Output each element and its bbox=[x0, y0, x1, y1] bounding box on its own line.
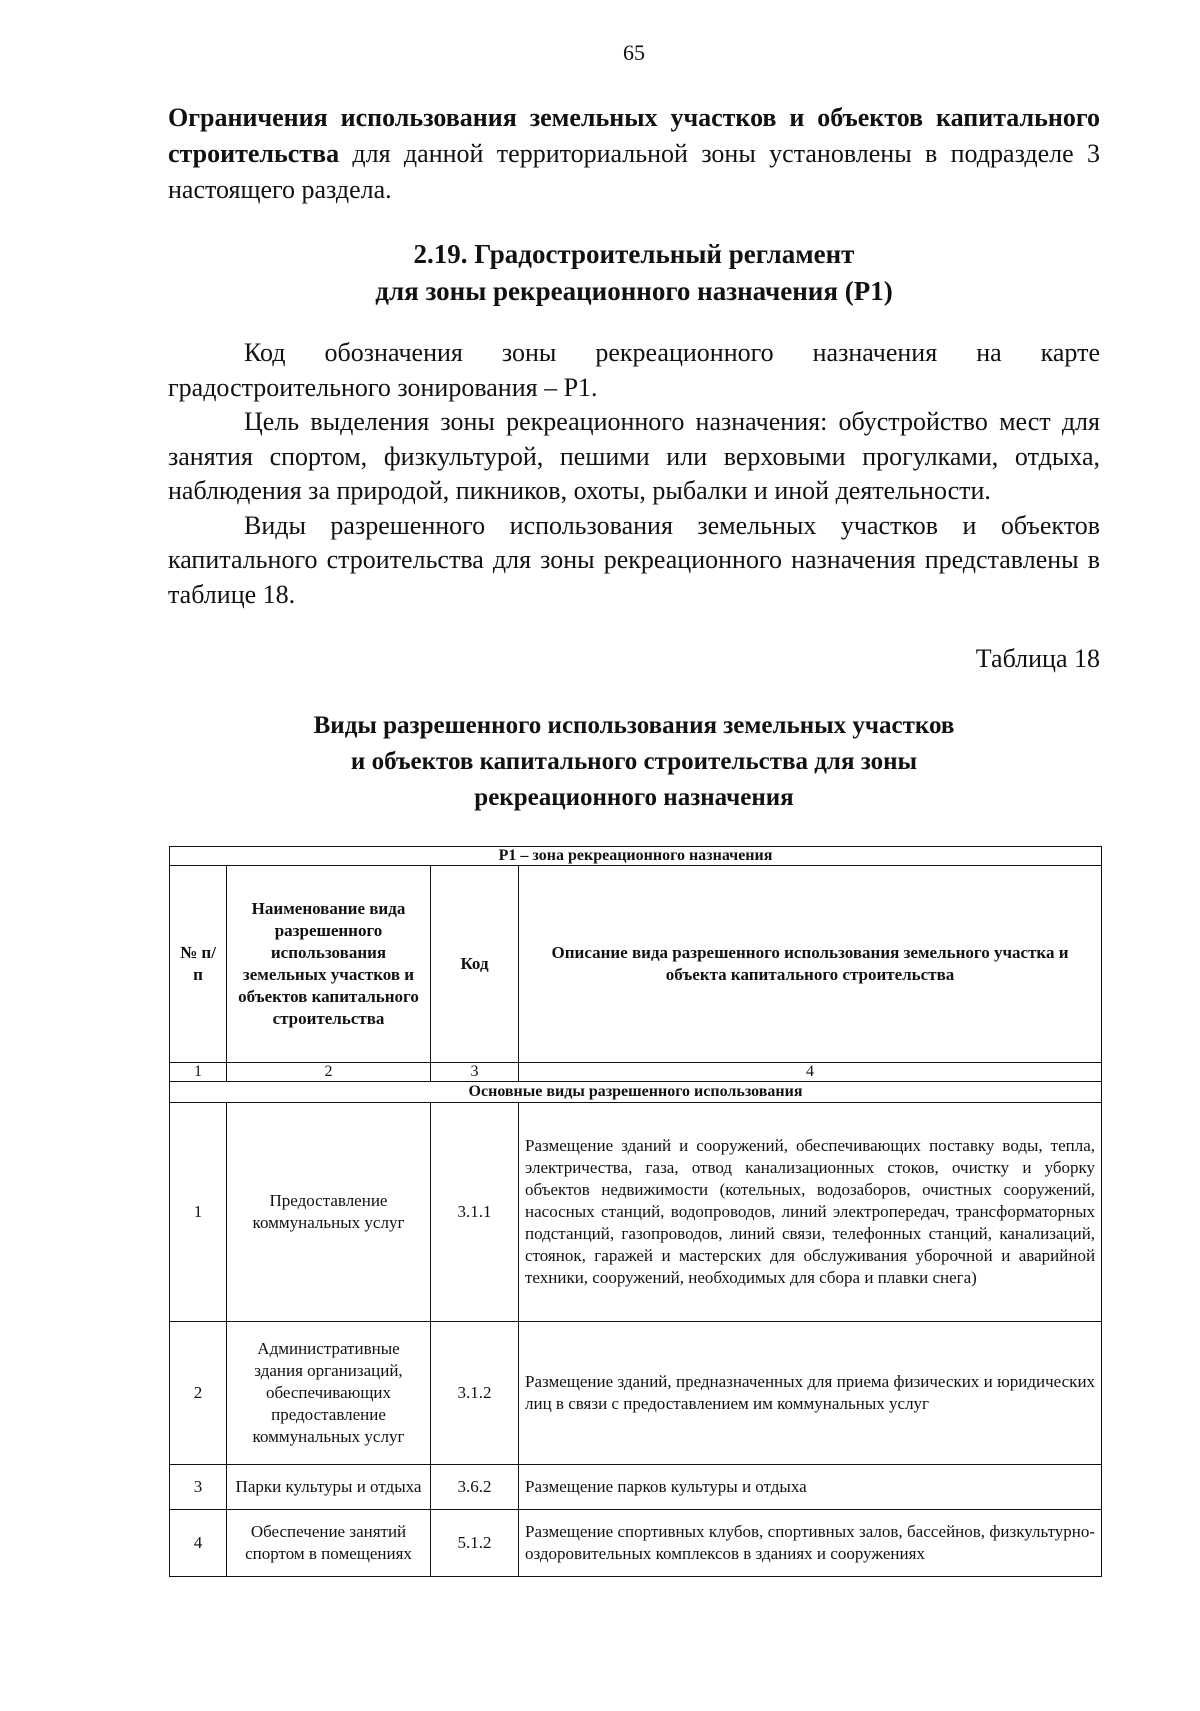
section-header-row bbox=[170, 1082, 1102, 1103]
zone-header-row bbox=[170, 847, 1102, 866]
table-row bbox=[170, 1103, 1102, 1322]
row-use-name: Административные здания организаций, обеспечивающих предоставление коммунальных услуг bbox=[227, 1322, 431, 1465]
row-number: 3 bbox=[170, 1465, 227, 1510]
land-use-table bbox=[169, 846, 1102, 1577]
table-title-line2: и объектов капитального строительства для зоны bbox=[350, 748, 918, 775]
restrictions-bold-text: Ограничения использования земельных участков и объектов капитального строительства bbox=[168, 103, 1100, 168]
table-row bbox=[170, 1510, 1102, 1577]
paragraph-zone-code: Код обозначения зоны рекреационного назначения на карте градостроительного зонирования – Р1. bbox=[168, 338, 1100, 402]
row-number: 4 bbox=[170, 1510, 227, 1577]
row-use-name: Предоставление коммунальных услуг bbox=[227, 1103, 431, 1322]
header-code: Код bbox=[431, 866, 519, 1063]
table-title bbox=[168, 708, 1100, 816]
header-name: Наименование вида разрешенного использования земельных участков и объектов капитального строительства bbox=[227, 866, 431, 1063]
section-heading bbox=[168, 236, 1100, 310]
section-title-line2: для зоны рекреационного назначения (Р1) bbox=[375, 276, 893, 306]
column-number: 2 bbox=[227, 1063, 431, 1082]
row-number: 2 bbox=[170, 1322, 227, 1465]
column-number: 4 bbox=[519, 1063, 1102, 1082]
table-label: Таблица 18 bbox=[975, 644, 1100, 673]
page-number: 65 bbox=[623, 40, 645, 65]
row-code: 3.1.2 bbox=[431, 1322, 519, 1465]
column-header-row bbox=[170, 866, 1102, 1063]
table-row bbox=[170, 1465, 1102, 1510]
table-row bbox=[170, 1322, 1102, 1465]
row-code: 3.1.1 bbox=[431, 1103, 519, 1322]
restrictions-paragraph bbox=[168, 100, 1100, 208]
zone-header: Р1 – зона рекреационного назначения bbox=[170, 847, 1102, 866]
main-uses-header: Основные виды разрешенного использования bbox=[170, 1082, 1102, 1103]
row-description: Размещение зданий, предназначенных для приема физических и юридических лиц в связи с предоставлением им коммунальных услуг bbox=[519, 1322, 1102, 1465]
column-number-row bbox=[170, 1063, 1102, 1082]
section-body bbox=[168, 336, 1100, 612]
paragraph-zone-purpose: Цель выделения зоны рекреационного назначения: обустройство мест для занятия спортом, физкультурой, пешими или верховыми прогулками, отдыха, наблюдения за природой, пикников, охоты, рыбалки и иной деятельности. bbox=[168, 407, 1100, 505]
row-use-name: Парки культуры и отдыха bbox=[227, 1465, 431, 1510]
table-title-line3: рекреационного назначения bbox=[474, 784, 794, 811]
paragraph-table-reference: Виды разрешенного использования земельных участков и объектов капитального строительства для зоны рекреационного назначения представлены в таблице 18. bbox=[168, 510, 1100, 609]
table-title-line1: Виды разрешенного использования земельных участков bbox=[313, 712, 955, 739]
row-description: Размещение спортивных клубов, спортивных залов, бассейнов, физкультурно-оздоровительных комплексов в зданиях и сооружениях bbox=[519, 1510, 1102, 1577]
row-code: 3.6.2 bbox=[431, 1465, 519, 1510]
column-number: 3 bbox=[431, 1063, 519, 1082]
header-description: Описание вида разрешенного использования земельного участка и объекта капитального строительства bbox=[519, 866, 1102, 1063]
row-number: 1 bbox=[170, 1103, 227, 1322]
row-description: Размещение зданий и сооружений, обеспечивающих поставку воды, тепла, электричества, газа, отвод канализационных стоков, очистку и уборку объектов недвижимости (котельных, водозаборов, очистных сооружений, насосных станций, водопроводов, линий электропередач, трансформаторных подстанций, газопроводов, линий связи, телефонных станций, канализаций, стоянок, гаражей и мастерских для обслуживания уборочной и аварийной техники, сооружений, необходимых для сбора и плавки снега) bbox=[519, 1103, 1102, 1322]
column-number: 1 bbox=[170, 1063, 227, 1082]
header-number: № п/п bbox=[170, 866, 227, 1063]
section-title-line1: 2.19. Градостроительный регламент bbox=[413, 239, 855, 269]
row-description: Размещение парков культуры и отдыха bbox=[519, 1465, 1102, 1510]
row-use-name: Обеспечение занятий спортом в помещениях bbox=[227, 1510, 431, 1577]
restrictions-text: для данной территориальной зоны установлены в подразделе 3 настоящего раздела. bbox=[168, 139, 1100, 204]
row-code: 5.1.2 bbox=[431, 1510, 519, 1577]
